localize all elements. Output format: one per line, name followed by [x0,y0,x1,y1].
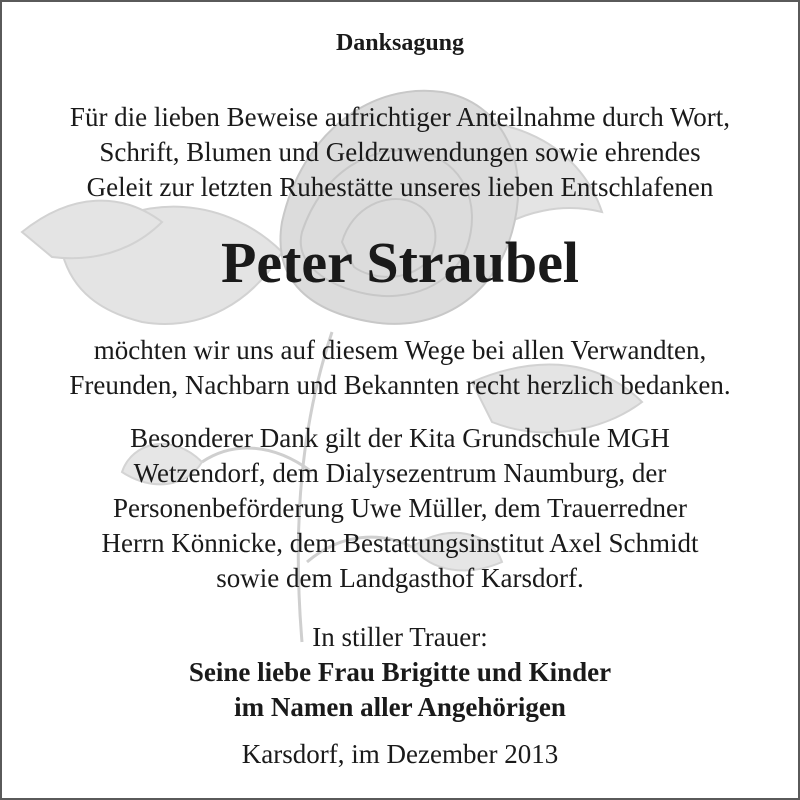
closing-phrase: In stiller Trauer: [312,622,488,652]
place-date: Karsdorf, im Dezember 2013 [241,739,559,769]
thanks-paragraph [2,333,798,403]
deceased-name: Peter Straubel [220,230,580,295]
special-thanks-line: Besonderer Dank gilt der Kita Grundschule MGH [130,423,670,453]
thanks-line: Freunden, Nachbarn und Bekannten recht herzlich bedanken. [69,370,731,400]
intro-line: Geleit zur letzten Ruhestätte unseres lieben Entschlafenen [86,172,714,202]
family-line: Seine liebe Frau Brigitte und Kinder [188,657,612,687]
special-thanks-line: Wetzendorf, dem Dialysezentrum Naumburg, der [133,458,667,488]
family-line: im Namen aller Angehörigen [234,692,566,722]
intro-line: Für die lieben Beweise aufrichtiger Anteilnahme durch Wort, [69,102,731,132]
intro-paragraph [2,100,798,205]
special-thanks-line: sowie dem Landgasthof Karsdorf. [216,563,584,593]
family-signature [2,655,798,725]
thanks-line: möchten wir uns auf diesem Wege bei allen Verwandten, [93,335,707,365]
special-thanks-paragraph [2,421,798,596]
heading: Danksagung [335,30,465,56]
special-thanks-line: Herrn Könnicke, dem Bestattungsinstitut Axel Schmidt [101,528,699,558]
special-thanks-line: Personenbeförderung Uwe Müller, dem Trauerredner [112,493,687,523]
intro-line: Schrift, Blumen und Geldzuwendungen sowie ehrendes [99,137,701,167]
